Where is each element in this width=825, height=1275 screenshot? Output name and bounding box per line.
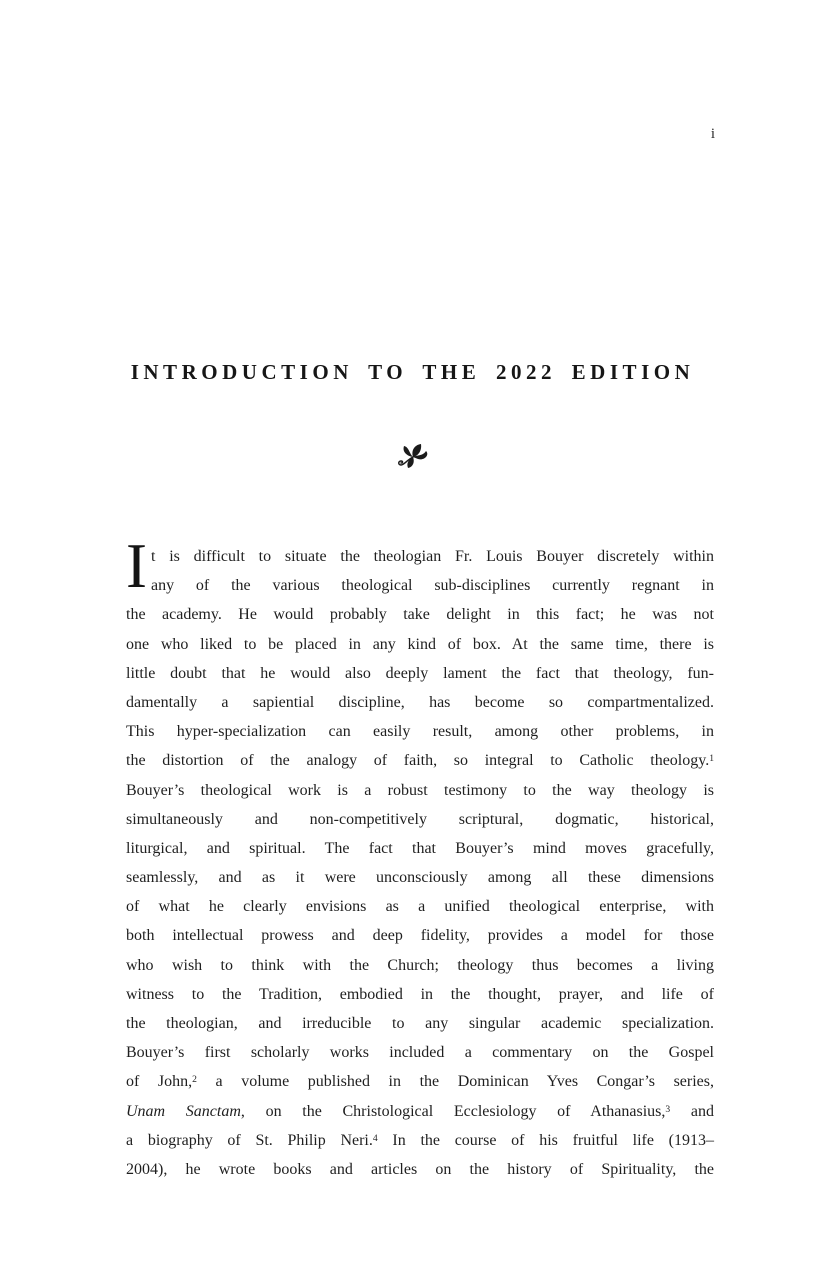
- body-line: [126, 1038, 714, 1067]
- body-line: [126, 1009, 714, 1038]
- fleuron-icon: [396, 458, 430, 475]
- body-line: [126, 863, 714, 892]
- text-segment: one who liked to be placed in any kind of box. At the same time, there is: [126, 635, 714, 653]
- text-segment: both intellectual prowess and deep fidelity, provides a model for those: [126, 927, 714, 945]
- text-segment: of John,: [126, 1073, 193, 1091]
- text-segment: seamlessly, and as it were unconsciously among all these dimensions: [126, 869, 714, 887]
- text-segment: witness to the Tradition, embodied in the thought, prayer, and life of: [126, 985, 714, 1003]
- text-segment: Unam Sanctam: [126, 1102, 241, 1120]
- text-segment: , on the Christological Ecclesiology of Athanasius,: [240, 1102, 666, 1120]
- body-line: [126, 1097, 714, 1126]
- body-line: [126, 1067, 714, 1096]
- body-line: [126, 980, 714, 1009]
- body-line: [126, 542, 714, 571]
- footnote-marker: 2: [192, 1074, 197, 1086]
- text-segment: little doubt that he would also deeply lament the fact that theology, fun-: [126, 664, 714, 682]
- ornament-row: [0, 441, 825, 476]
- body-line: [126, 630, 714, 659]
- text-segment: This hyper-specialization can easily result, among other problems, in: [126, 723, 714, 741]
- text-segment: the theologian, and irreducible to any singular academic specialization.: [126, 1015, 714, 1032]
- text-segment: and: [670, 1102, 715, 1120]
- text-segment: a volume published in the Dominican Yves Congar’s series,: [196, 1073, 714, 1091]
- text-segment: Bouyer’s first scholarly works included a commentary on the Gospel: [126, 1044, 714, 1062]
- text-segment: the academy. He would probably take delight in this fact; he was not: [126, 606, 714, 624]
- text-segment: t is difficult to situate the theologian Fr. Louis Bouyer discretely within: [151, 548, 714, 565]
- body-line: [126, 805, 714, 834]
- text-segment: simultaneously and non-competitively scriptural, dogmatic, historical,: [126, 810, 714, 828]
- footnote-marker: 1: [709, 753, 714, 765]
- body-line: [126, 717, 714, 746]
- text-segment: liturgical, and spiritual. The fact that Bouyer’s mind moves gracefully,: [126, 839, 714, 857]
- text-segment: damentally a sapiential discipline, has become so compartmentalized.: [126, 693, 714, 711]
- text-segment: any of the various theological sub-disciplines currently regnant in: [151, 577, 714, 595]
- footnote-marker: 4: [372, 1132, 378, 1144]
- text-segment: a biography of St. Philip Neri.: [126, 1131, 373, 1149]
- body-line: [126, 659, 714, 688]
- text-segment: of what he clearly envisions as a unified theological enterprise, with: [126, 898, 714, 916]
- drop-cap: I: [126, 531, 147, 601]
- text-segment: In the course of his fruitful life (1913–: [377, 1131, 715, 1149]
- body-line: [126, 921, 714, 950]
- page-number: i: [710, 126, 715, 142]
- footnote-marker: 3: [665, 1103, 671, 1115]
- text-segment: who wish to think with the Church; theology thus becomes a living: [126, 956, 714, 974]
- body-line: [126, 1126, 714, 1155]
- body-line: [126, 1155, 714, 1184]
- body-line: [126, 951, 714, 980]
- body-line: [126, 688, 714, 717]
- chapter-heading: INTRODUCTION TO THE 2022 EDITION: [130, 360, 695, 384]
- body-line: [126, 600, 714, 629]
- body-line: [126, 776, 714, 805]
- text-segment: Bouyer’s theological work is a robust testimony to the way theology is: [126, 781, 714, 799]
- body-line: [126, 834, 714, 863]
- body-line: [126, 892, 714, 921]
- text-segment: the distortion of the analogy of faith, so integral to Catholic theology.: [126, 752, 710, 770]
- body-text: [126, 531, 715, 1184]
- text-segment: 2004), he wrote books and articles on the history of Spirituality, the: [126, 1160, 714, 1178]
- body-line: [126, 571, 714, 600]
- body-line: [126, 746, 714, 775]
